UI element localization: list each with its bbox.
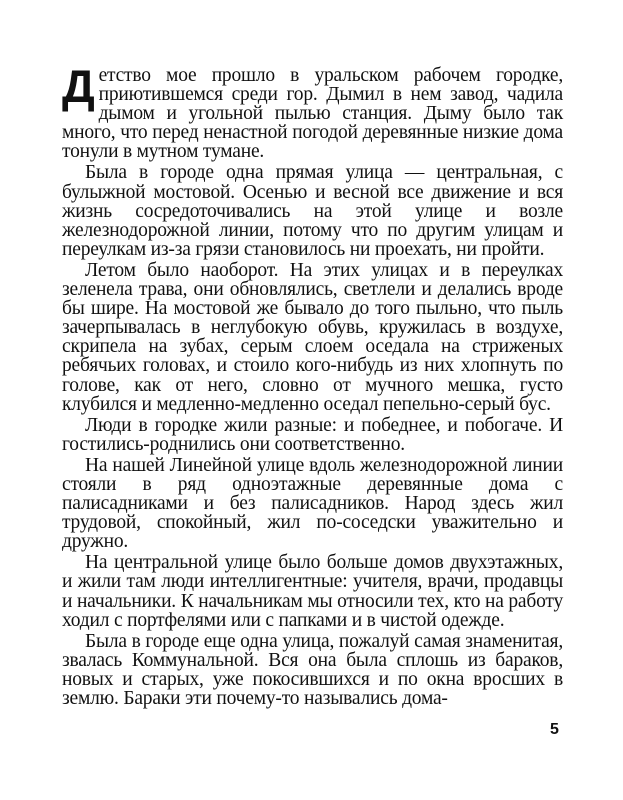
paragraph-4: Люди в городке жили разные: и победнее, и побогаче. И гостились-роднились они соответственно. (62, 414, 563, 455)
paragraph-7: Была в городе еще одна улица, пожалуй самая знаменитая, звалась Коммунальной. Вся она была сплошь из бараков, новых и старых, уже покосившихся и по окна вросших в землю. Бараки эти почему-то назывались дома- (62, 630, 563, 709)
page-number: 5 (550, 721, 559, 738)
paragraph-6: На центральной улице было больше домов двухэтажных, и жили там люди интеллигентные: учителя, врачи, продавцы и начальники. К начальникам мы относили тех, кто на работу ходил с портфелями или с папками и в чистой одежде. (62, 552, 563, 631)
paragraph-5: На нашей Линейной улице вдоль железнодорожной линии стояли в ряд одноэтажные деревянные дома с палисадниками и без палисадников. Народ здесь жил трудовой, спокойный, жил по-соседски уважительно и дружно. (62, 454, 563, 553)
paragraph-2: Была в городе одна прямая улица — центральная, с булыжной мостовой. Осенью и весной все движение и вся жизнь сосредоточивались на этой улице и возле железнодорожной линии, потому что по другим улицам и переулкам из-за грязи становилось ни проехать, ни пройти. (62, 162, 563, 260)
paragraph-3: Летом было наоборот. На этих улицах и в переулках зеленела трава, они обновлялись, светлели и делались вроде бы шире. На мостовой же бывало до того пыльно, что пыль зачерпывалась в неглубокую обувь, кружилась в воздухе, скрипела на зубах, серым слоем оседала на стриженых ребячьих головах, и стоило кого-нибудь из них хлопнуть по голове, как от него, словно от мучного мешка, густо клубился и медленно-медленно оседал пепельно-серый бус. (62, 259, 563, 415)
paragraph-1 (62, 60, 563, 163)
drop-cap: Д (62, 60, 95, 112)
body-text (62, 60, 563, 710)
paragraph-1-text: етство мое прошло в уральском рабочем городке, приютившемся среди гор. Дымил в нем завод, чадила дымом и угольной пылью станция. Дыму было так много, что перед ненастной погодой деревянные низкие дома тонули в мутном тумане. (62, 65, 563, 163)
